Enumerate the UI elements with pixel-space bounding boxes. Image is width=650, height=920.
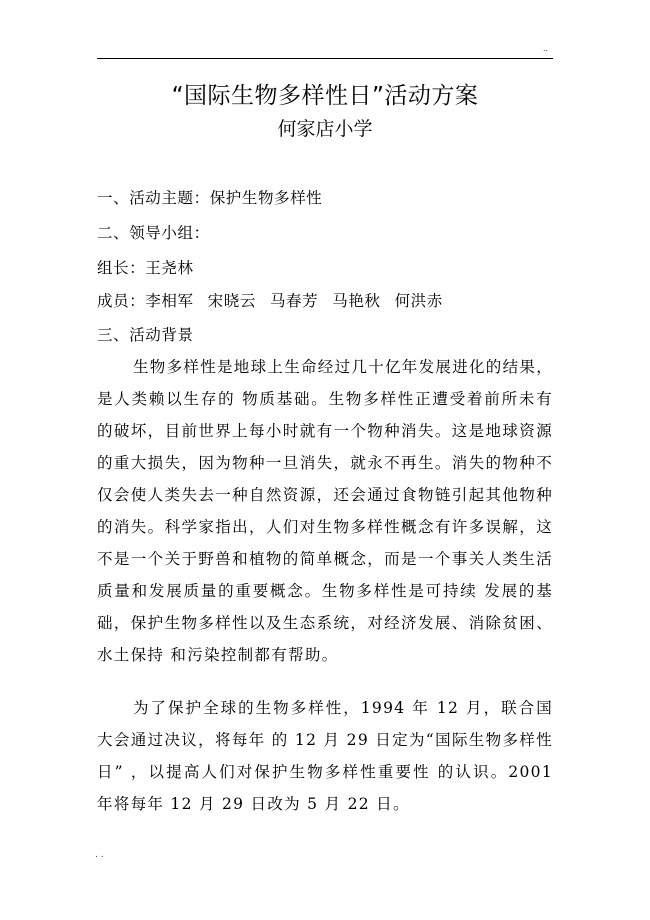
school-name: 何家店小学: [277, 118, 373, 140]
members-label: 成员：: [97, 292, 146, 310]
group-leader: 组长：王尧林: [97, 259, 194, 277]
member-name: 何洪赤: [394, 292, 443, 310]
member-name: 马艳秋: [332, 292, 381, 310]
header-rule: [97, 58, 553, 59]
group-members: [97, 291, 557, 311]
member-name: 宋晓云: [207, 292, 256, 310]
background-paragraph-2: 为了保护全球的生物多样性，1994 年 12 月，联合国大会通过决议，将每年 的 12 月 29 日定为“国际生物多样性日” ，以提高人们对保护生物多样性重要性 的认识。2001 年将每年 12 月 29 日改为 5 月 22 日。: [97, 699, 553, 813]
section-background: 三、活动背景: [97, 326, 194, 344]
section-leadership: 二、领导小组：: [97, 224, 210, 242]
footer-mark: . .: [95, 850, 104, 860]
section-theme: 一、活动主题：保护生物多样性: [97, 189, 323, 207]
member-name: 李相军: [145, 292, 194, 310]
header-mark: ..: [543, 44, 549, 53]
member-name: 马春芳: [269, 292, 319, 310]
document-title: “国际生物多样性日”活动方案: [171, 83, 479, 109]
background-paragraph-1: 生物多样性是地球上生命经过几十亿年发展进化的结果， 是人类赖以生存的 物质基础。生物多样性正遭受着前所未有的破坏，目前世界上每小时就有一个物种消失。这是地球资源的重大损失，因为物种一旦消失，就永不再生。消失的物种不仅会使人类失去一种自然资源，还会通过食物链引起其他物种的消失。科学家指出，人们对生物多样性概念有许多误解，这不是一个关于野兽和植物的简单概念，而是一个事关人类生活质量和发展质量的重要概念。生物多样性是可持续 发展的基础，保护生物多样性以及生态系统，对经济发展、消除贫困、水土保持 和污染控制都有帮助。: [97, 358, 554, 664]
